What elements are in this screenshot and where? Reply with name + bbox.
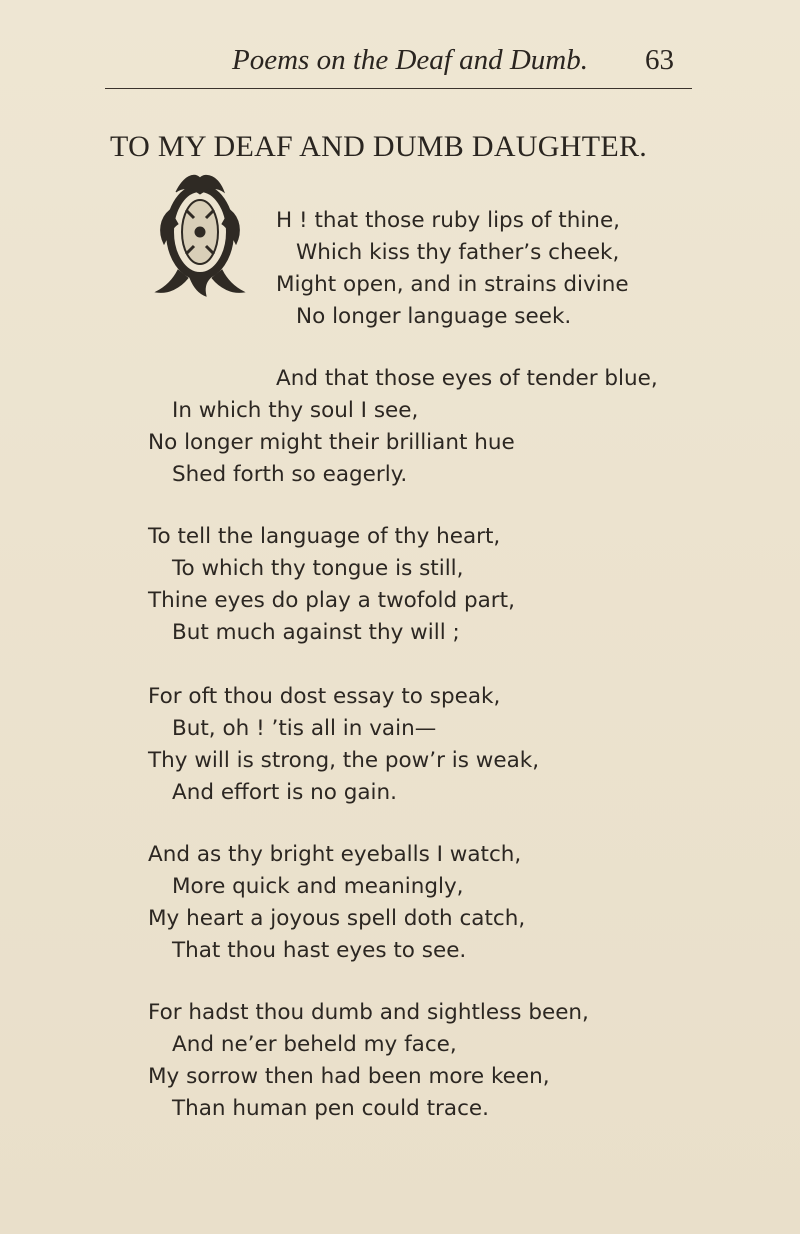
verse-line: Than human pen could trace.: [172, 1096, 489, 1121]
poem-title: TO MY DEAF AND DUMB DAUGHTER.: [110, 130, 648, 163]
verse-line: Shed forth so eagerly.: [172, 462, 408, 487]
ornamental-drop-cap-o-icon: [150, 170, 250, 298]
running-head: [0, 44, 800, 84]
verse-line: For oft thou dost essay to speak,: [148, 684, 501, 709]
verse-line: But much against thy will ;: [172, 620, 460, 645]
verse-line: Which kiss thy father’s cheek,: [296, 240, 620, 265]
verse-line: My heart a joyous spell doth catch,: [148, 906, 526, 931]
verse-line: No longer might their brilliant hue: [148, 430, 515, 455]
verse-line: No longer language seek.: [296, 304, 572, 329]
verse-line: And effort is no gain.: [172, 780, 397, 805]
verse-line: More quick and meaningly,: [172, 874, 464, 899]
verse-line: For hadst thou dumb and sightless been,: [148, 1000, 589, 1025]
verse-line: To tell the language of thy heart,: [148, 524, 501, 549]
running-title: Poems on the Deaf and Dumb.: [232, 44, 589, 76]
verse-line: But, oh ! ’tis all in vain—: [172, 716, 437, 741]
page-number: 63: [645, 44, 674, 76]
verse-line: My sorrow then had been more keen,: [148, 1064, 550, 1089]
verse-line: And as thy bright eyeballs I watch,: [148, 842, 522, 867]
verse-line: H ! that those ruby lips of thine,: [276, 208, 620, 233]
verse-line: Thy will is strong, the pow’r is weak,: [148, 748, 540, 773]
verse-line: Thine eyes do play a twofold part,: [148, 588, 515, 613]
verse-line: Might open, and in strains divine: [276, 272, 629, 297]
verse-line: To which thy tongue is still,: [172, 556, 464, 581]
verse-line: And ne’er beheld my face,: [172, 1032, 457, 1057]
verse-line: That thou hast eyes to see.: [172, 938, 467, 963]
header-rule: [105, 88, 692, 89]
verse-line: And that those eyes of tender blue,: [276, 366, 658, 391]
verse-line: In which thy soul I see,: [172, 398, 419, 423]
